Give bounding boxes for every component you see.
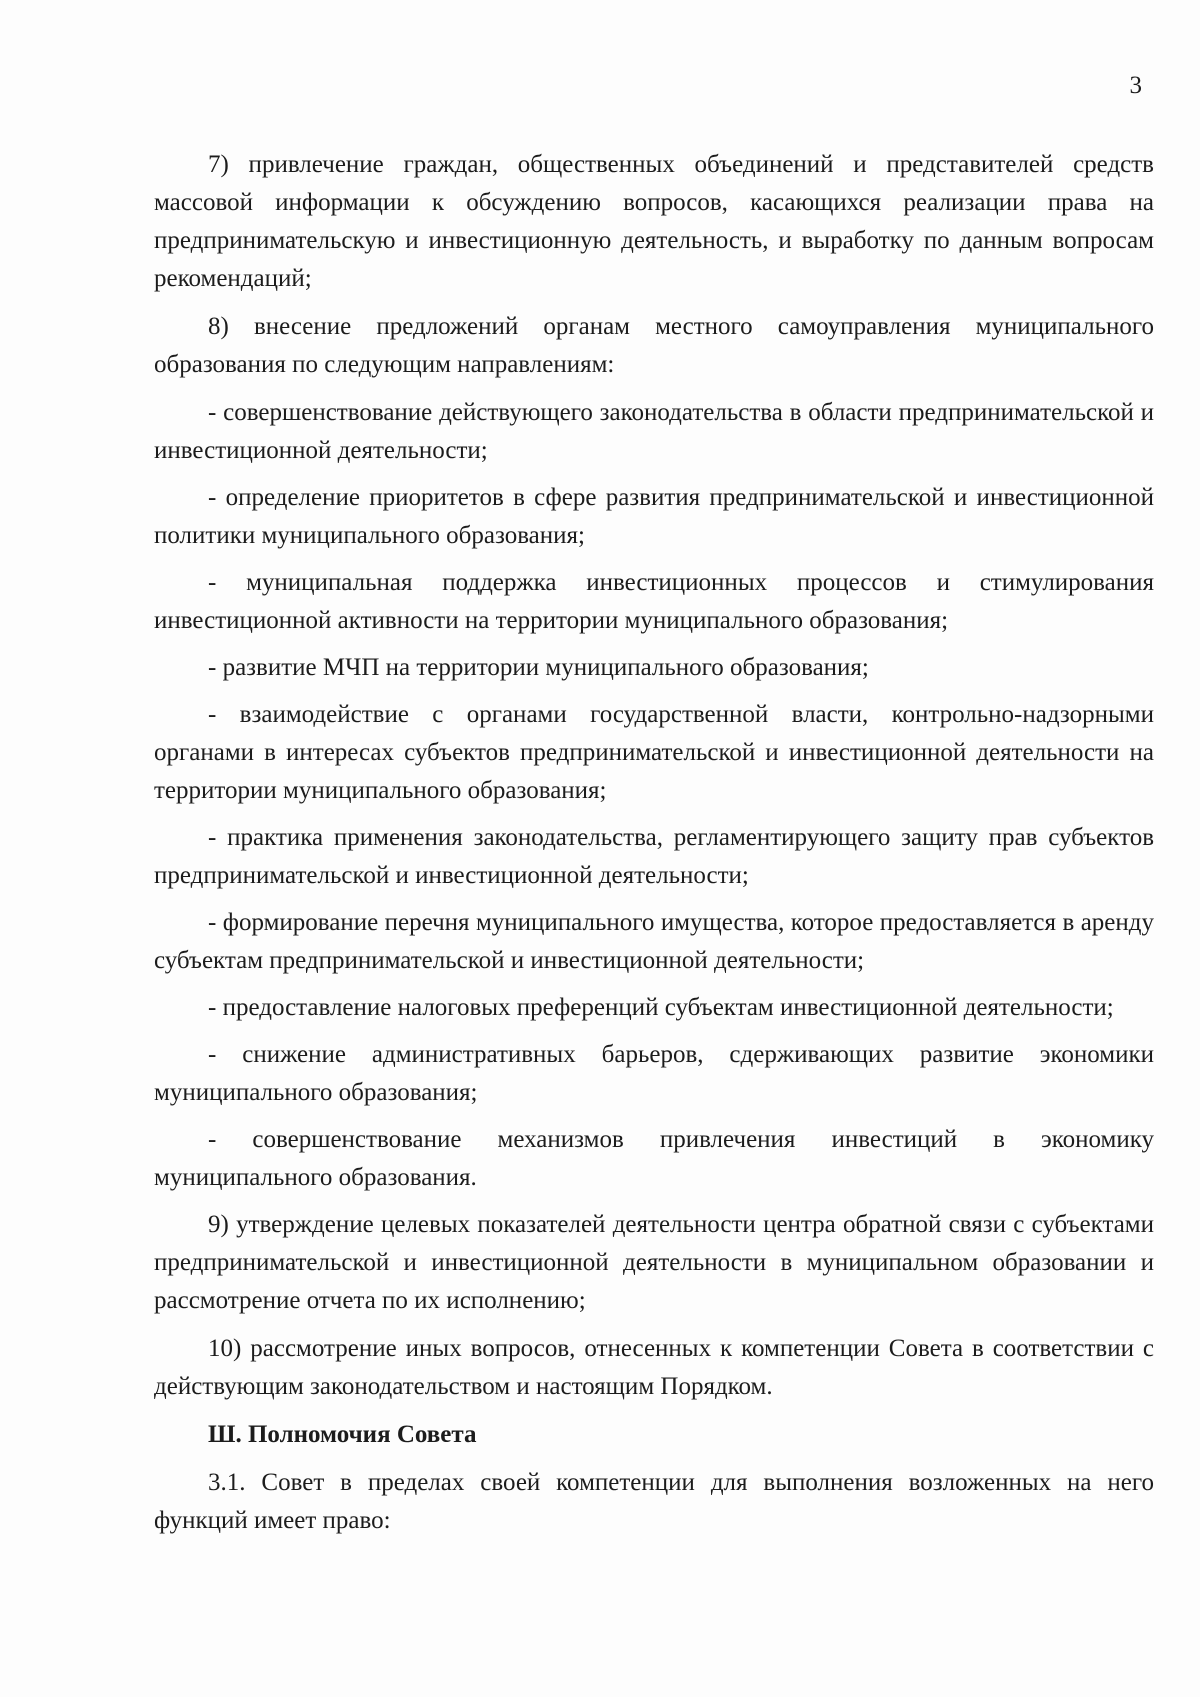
list-item: - совершенствование действующего законодательства в области предпринимательской и инвестиционной деятельности; [154,399,1154,464]
list-item: - определение приоритетов в сфере развития предпринимательской и инвестиционной политики муниципального образования; [154,484,1154,549]
section-paragraph: 3.1. Совет в пределах своей компетенции для выполнения возложенных на него функций имеет право: [154,1469,1154,1534]
list-item: - практика применения законодательства, регламентирующего защиту прав субъектов предпринимательской и инвестиционной деятельности; [154,824,1154,889]
paragraph-item-9: 9) утверждение целевых показателей деятельности центра обратной связи с субъектами предпринимательской и инвестиционной деятельности в муниципальном образовании и рассмотрение отчета по их исполнению; [154,1211,1154,1314]
page-number: 3 [1129,72,1142,99]
section-heading: Ш. Полномочия Совета [208,1421,477,1448]
document-body [154,146,1154,1540]
list-item: - предоставление налоговых преференций субъектам инвестиционной деятельности; [208,994,1114,1021]
paragraph-item-7: 7) привлечение граждан, общественных объединений и представителей средств массовой информации к обсуждению вопросов, касающихся реализации права на предпринимательскую и инвестиционную деятельность, и выработку по данным вопросам рекомендаций; [154,151,1154,292]
paragraph-item-10: 10) рассмотрение иных вопросов, отнесенных к компетенции Совета в соответствии с действующим законодательством и настоящим Порядком. [154,1335,1154,1400]
list-item: - муниципальная поддержка инвестиционных процессов и стимулирования инвестиционной активности на территории муниципального образования; [154,569,1154,634]
list-item: - снижение административных барьеров, сдерживающих развитие экономики муниципального образования; [154,1041,1154,1106]
paragraph-item-8: 8) внесение предложений органам местного самоуправления муниципального образования по следующим направлениям: [154,313,1154,378]
list-item: - взаимодействие с органами государственной власти, контрольно-надзорными органами в интересах субъектов предпринимательской и инвестиционной деятельности на территории муниципального образования; [154,701,1154,804]
list-item: - совершенствование механизмов привлечения инвестиций в экономику муниципального образования. [154,1126,1154,1191]
list-item: - формирование перечня муниципального имущества, которое предоставляется в аренду субъектам предпринимательской и инвестиционной деятельности; [154,909,1154,974]
list-item: - развитие МЧП на территории муниципального образования; [208,654,869,681]
